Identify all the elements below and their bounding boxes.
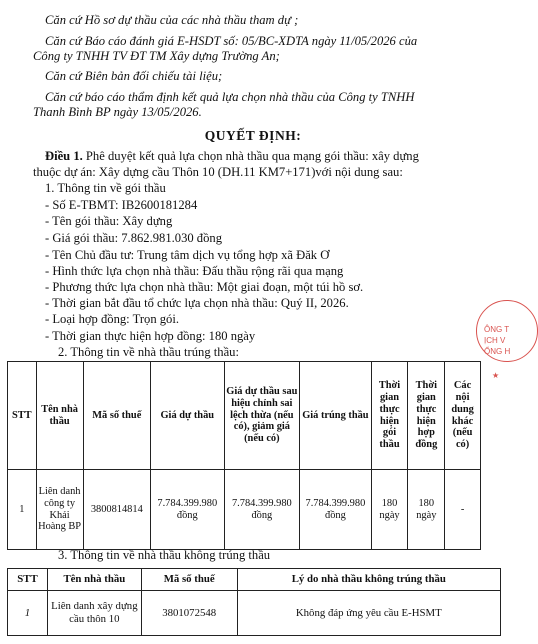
package-info-item: - Thời gian bắt đầu tổ chức lựa chọn nhà thầu: Quý II, 2026.	[45, 296, 349, 310]
basis-para-4: Căn cứ Biên bản đối chiếu tài liệu;	[45, 69, 223, 83]
column-header: STT	[8, 362, 37, 470]
package-info-item: - Tên gói thầu: Xây dựng	[45, 214, 173, 228]
stamp-text: ÔNG T	[484, 325, 510, 334]
column-header: Giá dự thầu sau hiệu chỉnh sai lệch thừa (nếu có), giảm giá (nếu có)	[224, 362, 300, 470]
table-cell: 1	[8, 470, 37, 550]
table-cell: 7.784.399.980 đồng	[151, 470, 225, 550]
table-cell: 1	[8, 591, 48, 636]
table-cell: 7.784.399.980 đồng	[224, 470, 300, 550]
table-row	[8, 591, 501, 636]
winner-table	[7, 361, 481, 550]
package-info-item: - Thời gian thực hiện hợp đồng: 180 ngày	[45, 329, 256, 343]
package-info-item: - Tên Chủ đầu tư: Trung tâm dịch vụ tổng hợp xã Đăk Ơ	[45, 248, 330, 262]
table-cell: Liên danh xây dựng cầu thôn 10	[47, 591, 141, 636]
basis-para-2: Căn cứ Báo cáo đánh giá E-HSDT số: 05/BC-XDTA ngày 11/05/2026 của	[45, 34, 418, 48]
package-info-item: - Loại hợp đồng: Trọn gói.	[45, 312, 180, 326]
column-header: Tên nhà thầu	[47, 569, 141, 591]
basis-para-6: Thanh Bình BP ngày 13/05/2026.	[33, 105, 202, 119]
stamp-text: ỊCH V	[484, 336, 506, 345]
column-header: Mã số thuế	[83, 362, 150, 470]
table-cell: 3801072548	[141, 591, 237, 636]
column-header: Tên nhà thầu	[36, 362, 83, 470]
stamp-seal	[476, 300, 538, 362]
column-header: Lý do nhà thầu không trúng thầu	[237, 569, 500, 591]
table-row	[8, 470, 481, 550]
loser-table	[7, 568, 501, 636]
package-info-item: - Hình thức lựa chọn nhà thầu: Đấu thầu rộng rãi qua mạng	[45, 264, 344, 278]
decision-title: QUYẾT ĐỊNH:	[204, 128, 302, 143]
article-1-text: Phê duyệt kết quả lựa chọn nhà thầu qua mạng gói thầu: xây dựng	[82, 149, 419, 163]
column-header: Các nội dung khác (nếu có)	[445, 362, 481, 470]
column-header: Giá trúng thầu	[300, 362, 372, 470]
column-header: STT	[8, 569, 48, 591]
column-header: Mã số thuế	[141, 569, 237, 591]
column-header: Thời gian thực hiện gói thầu	[371, 362, 408, 470]
table-cell: -	[445, 470, 481, 550]
loser-table-header-row	[8, 569, 501, 591]
basis-para-1: Căn cứ Hồ sơ dự thầu của các nhà thầu tham dự ;	[45, 13, 299, 27]
section-3-title: 3. Thông tin về nhà thầu không trúng thầu	[58, 548, 271, 562]
basis-para-5: Căn cứ báo cáo thẩm định kết quả lựa chọn nhà thầu của Công ty TNHH	[45, 90, 415, 104]
stamp-text: ỔNG H	[484, 347, 511, 356]
star-icon: ★	[492, 371, 500, 380]
table-cell: 3800814814	[83, 470, 150, 550]
column-header: Giá dự thầu	[151, 362, 225, 470]
table-cell: 7.784.399.980 đồng	[300, 470, 372, 550]
basis-para-3: Công ty TNHH TV ĐT TM Xây dựng Trường An;	[33, 49, 280, 63]
table-cell: 180 ngày	[371, 470, 408, 550]
column-header: Thời gian thực hiện hợp đồng	[408, 362, 445, 470]
table-cell: Không đáp ứng yêu cầu E-HSMT	[237, 591, 500, 636]
article-1-label: Điều 1.	[45, 149, 83, 163]
section-2-title: 2. Thông tin về nhà thầu trúng thầu:	[58, 345, 239, 359]
section-1-title: 1. Thông tin về gói thầu	[45, 181, 166, 195]
article-1-line-1	[45, 149, 500, 164]
winner-table-header-row	[8, 362, 481, 470]
table-cell: 180 ngày	[408, 470, 445, 550]
article-1-line-2: thuộc dự án: Xây dựng cầu Thôn 10 (DH.11 KM7+171)với nội dung sau:	[33, 165, 403, 179]
package-info-item: - Phương thức lựa chọn nhà thầu: Một giai đoạn, một túi hồ sơ.	[45, 280, 364, 294]
table-cell: Liên danh công ty Khải Hoàng BP	[36, 470, 83, 550]
package-info-item: - Giá gói thầu: 7.862.981.030 đồng	[45, 231, 222, 245]
package-info-item: - Số E-TBMT: IB2600181284	[45, 198, 198, 212]
